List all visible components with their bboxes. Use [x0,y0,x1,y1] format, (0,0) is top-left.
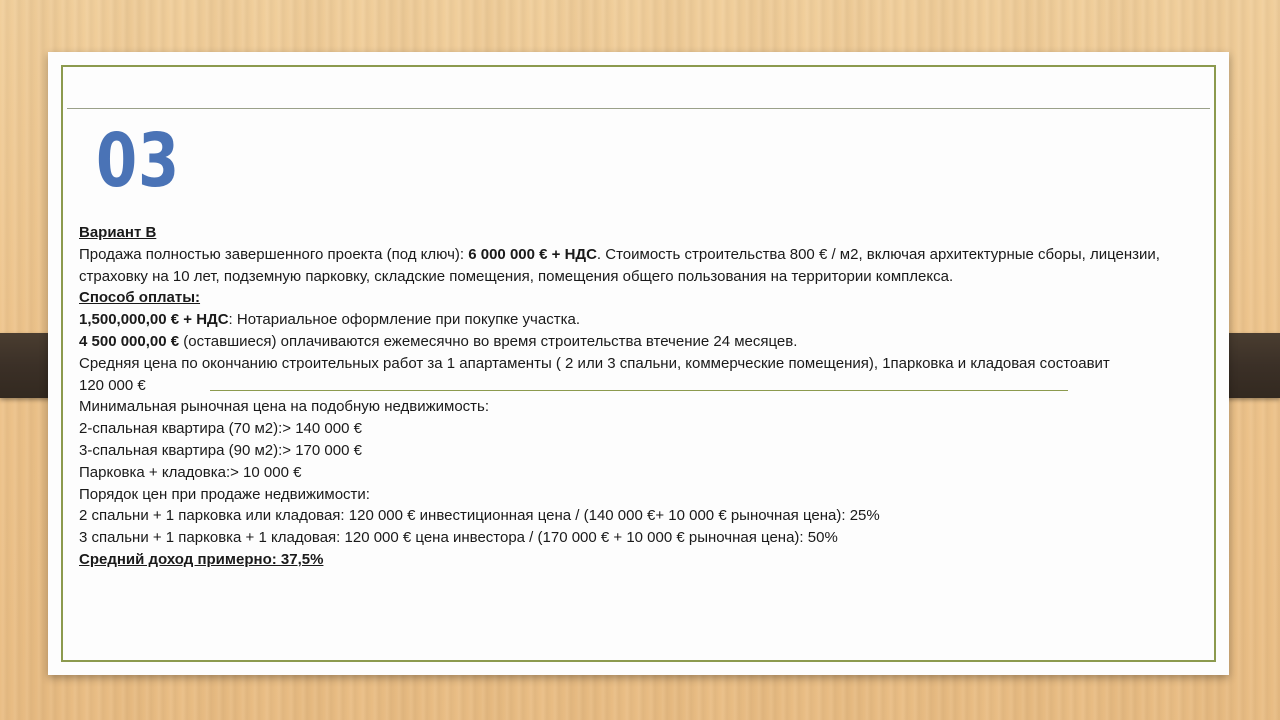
payment-line-1: 1,500,000,00 € + НДС: Нотариальное оформление при покупке участка. [79,311,580,329]
slide-number: 03 [96,118,180,204]
order-item: 2 спальни + 1 парковка или кладовая: 120 000 € инвестиционная цена / (140 000 €+ 10 000 € рыночная цена): 25% [79,507,880,525]
slide-card [48,52,1229,675]
sale-paragraph: Продажа полностью завершенного проекта (под ключ): 6 000 000 € + НДС. Стоимость строительства 800 € / м2, включая архитектурные сборы, лицензии, страховку на 10 лет, подземную парковку, складские помещения, помещения общего пользования на территории комплекса. [79,245,1160,285]
market-item: 2-спальная квартира (70 м2):> 140 000 € [79,420,362,438]
order-heading: Порядок цен при продаже недвижимости: [79,485,370,503]
payment-line-2: 4 500 000,00 € (оставшиеся) оплачиваются ежемесячно во время строительства втечение 24 месяцев. [79,332,798,350]
variant-heading: Вариант В [79,224,157,241]
top-divider [67,108,1210,109]
income-summary: Средний доход примерно: 37,5% [79,550,324,568]
avg-price-line-2: 120 000 € [79,376,146,394]
market-item: Парковка + кладовка:> 10 000 € [79,463,302,481]
slide-content [79,222,1209,571]
avg-price-line-1: Средняя цена по окончанию строительных работ за 1 апартаменты ( 2 или 3 спальни, коммерческие помещения), 1парковка и кладовая состоавит [79,354,1110,372]
market-heading: Минимальная рыночная цена на подобную недвижимость: [79,398,490,416]
order-item: 3 спальни + 1 парковка + 1 кладовая: 120 000 € цена инвестора / (170 000 € + 10 000 € рыночная цена): 50% [79,529,838,547]
payment-1-amount: 1,500,000,00 € + НДС [79,311,229,329]
payment-heading: Способ оплаты: [79,289,201,307]
payment-2-amount: 4 500 000,00 € [79,332,180,350]
sale-price: 6 000 000 € + НДС [468,245,597,263]
market-item: 3-спальная квартира (90 м2):> 170 000 € [79,441,362,459]
